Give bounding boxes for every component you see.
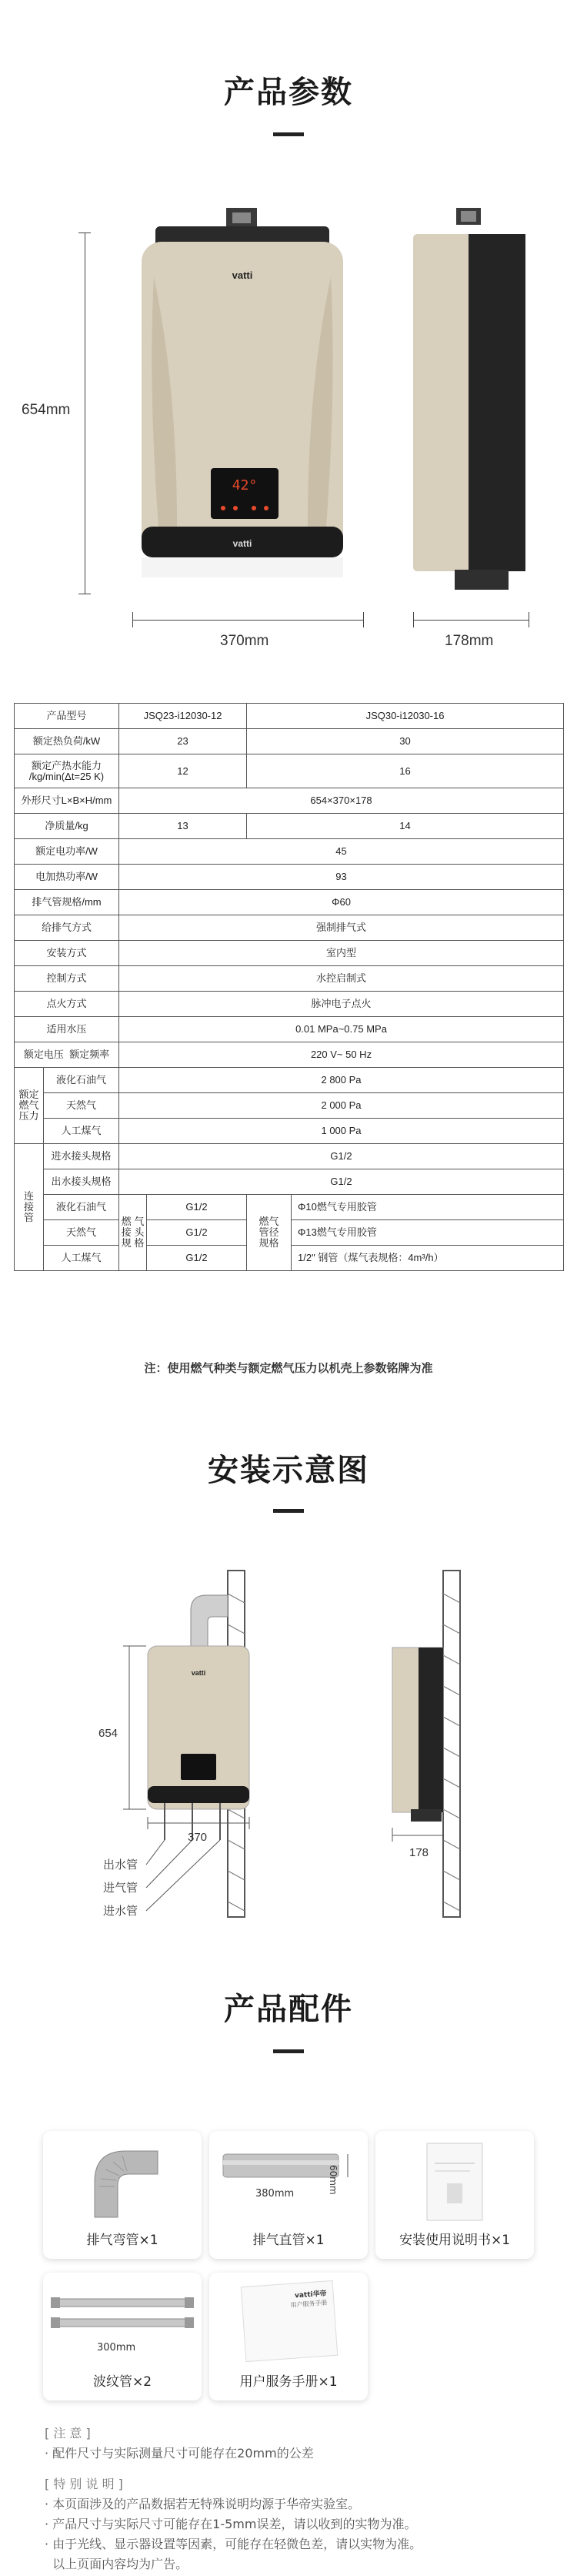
table-row (15, 704, 564, 729)
spec-weight-b: 14 (247, 814, 564, 839)
special-line-2: · 产品尺寸与实际尺寸可能存在1-5mm误差，请以收到的实物为准。 (45, 2517, 417, 2531)
table-row (15, 1093, 564, 1119)
install-title-bar (273, 1509, 304, 1513)
spec-pressure-value: 0.01 MPa~0.75 MPa (119, 1017, 564, 1042)
spec-heating-power-label: 电加热功率/W (15, 865, 119, 890)
spec-ignition-value: 脉冲电子点火 (119, 992, 564, 1017)
service-subtitle: 用户服务手册 (290, 2299, 328, 2309)
spec-inlet-label: 进水接头规格 (44, 1144, 119, 1169)
accessory-card-elbow (43, 2131, 202, 2259)
spec-voltage-value: 220 V~ 50 Hz (119, 1042, 564, 1068)
heater-brand-bottom: vatti (232, 538, 252, 549)
table-row (15, 788, 564, 814)
spec-power-label: 额定电功率/W (15, 839, 119, 865)
params-title: 产品参数 (224, 75, 353, 110)
table-row (15, 1195, 564, 1220)
spec-conn-coal-label: 人工煤气 (44, 1246, 119, 1271)
spec-note: 注：使用燃气种类与额定燃气压力以机壳上参数铭牌为准 (144, 1361, 433, 1375)
spec-install-label: 安装方式 (15, 941, 119, 966)
svg-text:vatti: vatti (191, 1669, 206, 1677)
accessory-card-straight (209, 2131, 368, 2259)
accessories-title: 产品配件 (224, 1992, 353, 2027)
spec-gas-lpg-value: 2 800 Pa (119, 1068, 564, 1093)
spec-flue-label: 排气管规格/mm (15, 890, 119, 915)
spec-gas-ng-label: 天然气 (44, 1093, 119, 1119)
depth-dim-line (413, 620, 529, 621)
spec-exhaust-value: 强制排气式 (119, 915, 564, 941)
install-diagram (100, 1563, 492, 1925)
straight-pipe-diameter: 60mm (328, 2165, 339, 2195)
accessory-label: 排气直管×1 (252, 2233, 325, 2248)
install-height-label: 654 (98, 1727, 118, 1740)
spec-conn-lpg-thread: G1/2 (147, 1195, 247, 1220)
spec-heat-load-label: 额定热负荷/kW (15, 729, 119, 754)
spec-heating-power-value: 93 (119, 865, 564, 890)
spec-conn-ng-thread: G1/2 (147, 1220, 247, 1246)
spec-ignition-label: 点火方式 (15, 992, 119, 1017)
accessory-card-hose (43, 2273, 202, 2400)
hose-length: 300mm (97, 2342, 136, 2354)
manual-icon (424, 2140, 485, 2223)
spec-control-label: 控制方式 (15, 966, 119, 992)
install-outlet-pipe: 出水管 (103, 1858, 138, 1872)
spec-heat-load-a: 23 (119, 729, 247, 754)
spec-gas-coal-label: 人工煤气 (44, 1119, 119, 1144)
service-brand: vatti华帝 (294, 2290, 327, 2300)
special-line-3: · 由于光线、显示器设置等因素，可能存在轻微色差，请以实物为准。 (45, 2537, 422, 2551)
spec-table (14, 703, 564, 1271)
table-row (15, 814, 564, 839)
spec-pipe-group: 连 接 管 (15, 1144, 44, 1271)
service-manual-icon (241, 2280, 339, 2362)
accessory-label: 安装使用说明书×1 (399, 2233, 511, 2248)
spec-gas-coal-value: 1 000 Pa (119, 1119, 564, 1144)
spec-heat-load-b: 30 (247, 729, 564, 754)
table-row (15, 1169, 564, 1195)
spec-conn-ng-pipe: Φ13燃气专用胶管 (292, 1220, 564, 1246)
table-row (15, 1119, 564, 1144)
corrugated-hose-icon (49, 2293, 195, 2339)
spec-power-value: 45 (119, 839, 564, 865)
spec-pressure-label: 适用水压 (15, 1017, 119, 1042)
heater-front-image (132, 208, 355, 593)
note-title: [ 注 意 ] (45, 2426, 91, 2441)
spec-weight-a: 13 (119, 814, 247, 839)
note-line-1: · 配件尺寸与实际测量尺寸可能存在20mm的公差 (45, 2446, 314, 2461)
spec-control-value: 水控启制式 (119, 966, 564, 992)
spec-gas-lpg-label: 液化石油气 (44, 1068, 119, 1093)
height-label: 654mm (22, 402, 71, 418)
depth-label: 178mm (445, 633, 494, 649)
spec-flue-value: Φ60 (119, 890, 564, 915)
spec-size-value: 654×370×178 (119, 788, 564, 814)
table-row (15, 1042, 564, 1068)
footer-notes (45, 2424, 422, 2574)
install-width-label: 370 (188, 1831, 208, 1844)
params-title-bar (273, 132, 304, 136)
special-line-1: · 本页面涉及的产品数据若无特殊说明均源于华帝实验室。 (45, 2497, 361, 2511)
spec-inlet-value: G1/2 (119, 1144, 564, 1169)
spec-gas-pipe-label: 燃气 管径 规格 (247, 1195, 292, 1271)
spec-outlet-label: 出水接头规格 (44, 1169, 119, 1195)
install-depth-label: 178 (409, 1846, 429, 1859)
spec-model-b: JSQ30-i12030-16 (247, 704, 564, 729)
spec-voltage-label: 额定电压 额定频率 (15, 1042, 119, 1068)
spec-exhaust-label: 给排气方式 (15, 915, 119, 941)
accessories-title-bar (273, 2049, 304, 2053)
width-label: 370mm (220, 633, 269, 649)
table-row (15, 1068, 564, 1093)
table-row (15, 865, 564, 890)
spec-gas-connector-label: 燃 气 接 头 规 格 (119, 1195, 147, 1271)
spec-conn-lpg-pipe: Φ10燃气专用胶管 (292, 1195, 564, 1220)
spec-hot-water-a: 12 (119, 754, 247, 788)
special-line-4: 以上页面内容均为广告。 (45, 2557, 188, 2571)
spec-outlet-value: G1/2 (119, 1169, 564, 1195)
install-gas-pipe: 进气管 (103, 1882, 138, 1895)
width-dim-tick-right (363, 612, 364, 627)
svg-text:42°: 42° (232, 477, 258, 493)
install-title: 安装示意图 (208, 1453, 369, 1488)
table-row (15, 1144, 564, 1169)
spec-weight-label: 净质量/kg (15, 814, 119, 839)
spec-size-label: 外形尺寸L×B×H/mm (15, 788, 119, 814)
spec-gas-pressure-group: 额定 燃气 压力 (15, 1068, 44, 1144)
table-row (15, 992, 564, 1017)
accessory-card-manual (375, 2131, 534, 2259)
spec-conn-lpg-label: 液化石油气 (44, 1195, 119, 1220)
table-row (15, 729, 564, 754)
width-dim-line (132, 620, 363, 621)
table-row (15, 839, 564, 865)
table-row (15, 915, 564, 941)
accessory-label: 用户服务手册×1 (239, 2374, 338, 2390)
table-row (15, 941, 564, 966)
spec-conn-coal-pipe: 1/2" 钢管（煤气表规格：4m³/h） (292, 1246, 564, 1271)
spec-hot-water-b: 16 (247, 754, 564, 788)
heater-brand-top: vatti (232, 269, 253, 281)
spec-model-label: 产品型号 (15, 704, 119, 729)
spec-install-value: 室内型 (119, 941, 564, 966)
accessory-label: 排气弯管×1 (86, 2233, 158, 2248)
straight-pipe-length: 380mm (255, 2188, 295, 2200)
straight-pipe-icon (217, 2149, 360, 2188)
spec-model-a: JSQ23-i12030-12 (119, 704, 247, 729)
table-row (15, 1017, 564, 1042)
elbow-pipe-icon (84, 2140, 161, 2225)
table-row (15, 966, 564, 992)
table-row (15, 754, 564, 788)
spec-conn-ng-label: 天然气 (44, 1220, 119, 1246)
spec-conn-coal-thread: G1/2 (147, 1246, 247, 1271)
table-row (15, 890, 564, 915)
accessory-label: 波纹管×2 (92, 2374, 152, 2390)
spec-gas-ng-value: 2 000 Pa (119, 1093, 564, 1119)
spec-hot-water-label: 额定产热水能力 /kg/min(Δt=25 K) (15, 754, 119, 788)
special-title: [ 特 别 说 明 ] (45, 2477, 123, 2491)
heater-side-image (413, 208, 529, 593)
install-inlet-pipe: 进水管 (103, 1905, 138, 1918)
accessory-card-service (209, 2273, 368, 2400)
